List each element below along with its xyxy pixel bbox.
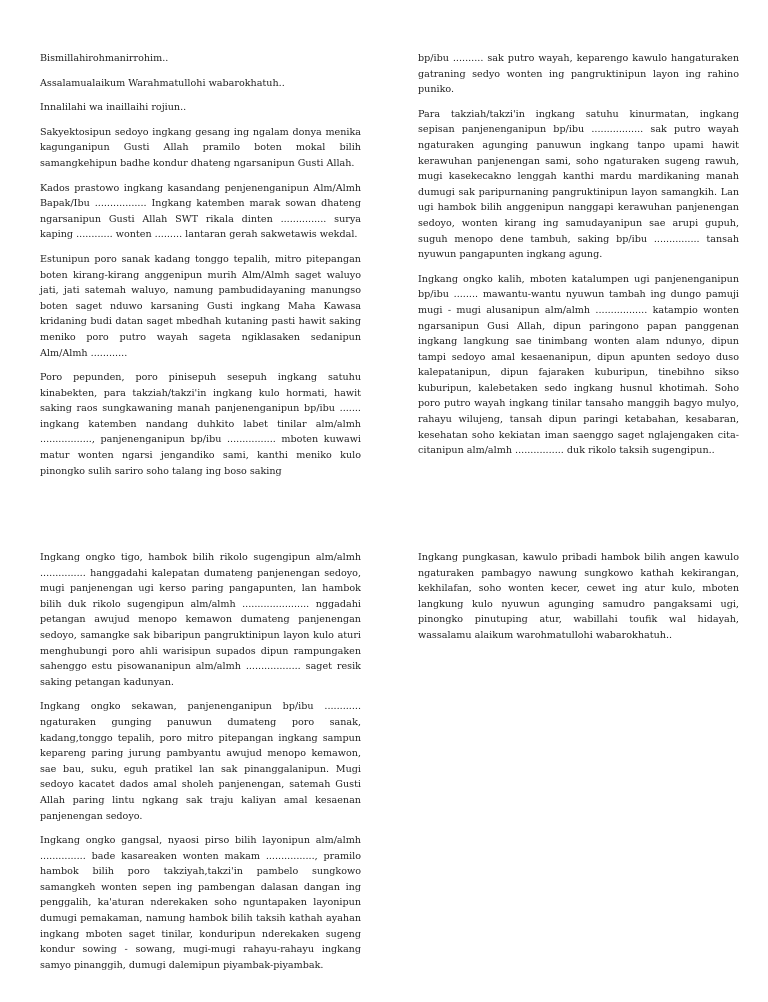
page2-right-column: [418, 550, 739, 653]
paragraph: Sakyektosipun sedoyo ingkang gesang ing ngalam donya menika kagunganipun Gusti Allah pramilo boten mokal bilih samangkehipun badhe kondur dhateng ngarsanipun Gusti Allah.: [40, 126, 361, 169]
paragraph: bp/ibu .......... sak putro wayah, keparengo kawulo hangaturaken gatraning sedyo wonten ing pangruktinipun layon ing rahino puniko.: [418, 53, 739, 96]
paragraph: Para takziah/takzi'in ingkang satuhu kinurmatan, ingkang sepisan panjenenganipun bp/ibu ................. sak putro wayah ngaturaken agunging panuwun ingkang tanpo upami hawit kerawuhan panjenengan sami, soho ngaturaken sugeng rawuh, mugi kasekecakno lenggah kanthi mardu mardikaning manah dumugi sak paripurnaning pangruktinipun layon samangkih. Lan ugi hambok bilih anggenipun nanggapi kerawuhan panjenengan sedoyo, wonten kirang ing samudayanipun sae arupi gupuh, suguh menopo dene tambuh, saking bp/ibu ............... tansah nyuwun pangapunten ingkang agung.: [418, 108, 739, 261]
paragraph: Poro pepunden, poro pinisepuh sesepuh ingkang satuhu kinabekten, para takziah/takzi'in ingkang kulo hormati, hawit saking raos sungkawaning manah panjenenganipun bp/ibu ....... ingkang katemben nandang duhkito labet tinilar alm/almh ................., panjenenganipun bp/ibu ................ mboten kuwawi matur wonten ngarsi jengandiko sami, kanthi meniko kulo pinongko sulih sariro soho talang ing boso saking: [40, 372, 361, 477]
paragraph: Estunipun poro sanak kadang tonggo tepalih, mitro pitepangan boten kirang-kirang anggenipun murih Alm/Almh saget waluyo jati, jati satemah waluyo, namung pambudidayaning manungso boten saget nduwo karsaning Gusti ingkang Maha Kawasa kridaning budi datan saget mbedhah kutaning pasti hawit saking meniko poro putro wayah sageta ngiklasaken sedanipun Alm/Almh ............: [40, 253, 361, 359]
page-divider: [0, 512, 768, 513]
paragraph: Innalilahi wa inaillaihi rojiun..: [40, 102, 187, 114]
paragraph: Assalamualaikum Warahmatullohi wabarokhatuh..: [40, 77, 285, 89]
page1-left-column: [40, 51, 361, 488]
paragraph: Ingkang pungkasan, kawulo pribadi hambok bilih angen kawulo ngaturaken pambagyo nawung sungkowo kathah kekirangan, kekhilafan, soho wonten kecer, cewet ing atur kulo, mboten langkung kulo nyuwun agunging samudro pangaksami ugi, pinongko pinutuping atur, wabillahi toufik wal hidayah, wassalamu alaikum warohmatullohi wabarokhatuh..: [418, 552, 739, 641]
paragraph: Ingkang ongko kalih, mboten katalumpen ugi panjenenganipun bp/ibu ........ mawantu-wantu nyuwun tambah ing dungo pamuji mugi - mugi alusanipun alm/almh ................. katampio wonten ngarsanipun Gusi Allah, dipun paringono papan panggenan ingkang langkung sae tinimbang wonten alam ndunyo, dipun tampi sedoyo amal kesaenanipun, dipun apunten sedoyo duso kalepatanipun, dipun fajaraken kuburipun, tinebihno sikso kuburipun, kalebetaken sedo ingkang husnul khotimah. Soho poro putro wayah ingkang tinilar tansaho manggih bagyo mulyo, rahayu wilujeng, tansah dipun paringi ketabahan, kesabaran, kesehatan soho kekiatan iman saenggo saget nglajengaken cita-citanipun alm/almh ................ duk rikolo taksih sugengipun..: [418, 273, 739, 457]
paragraph: Ingkang ongko tigo, hambok bilih rikolo sugengipun alm/almh ............... hanggadahi kalepatan dumateng panjenengan sedoyo, mugi panjenengan ugi kerso paring pangapunten, lan hambok bilih duk rikolo sugengipun alm/almh ...................... nggadahi petangan awujud menopo kemawon dumateng panjenengan sedoyo, samangke sak bibaripun pangruktinipun layon kulo aturi menghubungi poro ahli warisipun supados dipun rampungaken sahenggo estu pisowananipun alm/almh .................. saget resik saking petangan kadunyan.: [40, 552, 361, 688]
page1-right-column: [418, 51, 739, 468]
page2-left-column: [40, 550, 361, 982]
paragraph: Bismillahirohmanirrohim..: [40, 53, 169, 64]
paragraph: Ingkang ongko sekawan, panjenenganipun bp/ibu ............ ngaturaken gunging panuwun dumateng poro sanak, kadang,tonggo tepalih, poro mitro pitepangan ingkang sampun kepareng paring jurung pambyantu awujud menopo kemawon, sae bau, suku, eguh pratikel lan sak pinanggalanipun. Mugi sedoyo kacatet dados amal sholeh panjenengan, satemah Gusti Allah paring lintu ngkang sak traju kaliyan amal kesaenan panjenengan sedoyo.: [40, 701, 361, 822]
paragraph: Kados prastowo ingkang kasandang penjenenganipun Alm/Almh Bapak/Ibu ................. Ingkang katemben marak sowan dhateng ngarsanipun Gusti Allah SWT rikala dinten ............... surya kaping ............ wonten ......... lantaran gerah sakwetawis wekdal.: [40, 182, 361, 241]
paragraph: Ingkang ongko gangsal, nyaosi pirso bilih layonipun alm/almh ............... bade kasareaken wonten makam ................, pramilo hambok bilih poro takziyah,takzi'in pambelo sungkowo samangkeh wonten sepen ing pambengan dalasan dangan ing penggalih, ka'aturan nderekaken soho nguntapaken layonipun dumugi pemakaman, namung hambok bilih taksih kathah ayahan ingkang mboten saget tinilar, konduripun nderekaken sugeng kondur sowing - sowang, mugi-mugi rahayu-rahayu ingkang samyo pinanggih, dumugi dalemipun piyambak-piyambak.: [40, 835, 361, 971]
